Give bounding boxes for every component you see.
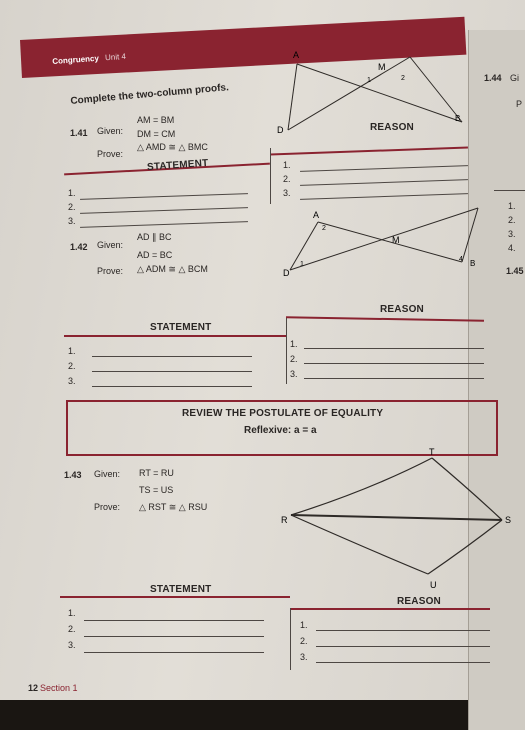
reason-num-143-1: 1. (300, 620, 308, 630)
section-name: Congruency (52, 53, 100, 66)
segment-RS (291, 515, 502, 520)
reason-num-141-3: 3. (283, 188, 291, 198)
given-143-2: TS = US (139, 485, 174, 495)
figure-143 (291, 458, 502, 574)
statement-num-142-1: 1. (68, 346, 76, 356)
segment-AC (318, 222, 462, 262)
reason-num-142-2: 2. (290, 354, 298, 364)
prove-142: △ ADM ≅ △ BCM (137, 264, 208, 274)
label-141-D: D (277, 125, 284, 135)
given-label-142: Given: (97, 240, 124, 250)
segment-BC (462, 208, 478, 262)
page-number: 12 (28, 683, 39, 693)
label-143-U: U (430, 580, 437, 590)
segment-AD (288, 64, 297, 130)
label-142-angle-2: 2 (322, 225, 326, 232)
segment-US (428, 520, 502, 574)
statement-num-143-1: 1. (68, 608, 76, 618)
reason-head-143: REASON (397, 596, 441, 607)
review-title: REVIEW THE POSTULATE OF EQUALITY (182, 408, 384, 419)
right-num-3: 3. (508, 229, 516, 239)
review-reflexive: Reflexive: a = a (244, 425, 317, 436)
prove-141: △ AMD ≅ △ BMC (137, 142, 208, 152)
problem-number-141: 1.41 (70, 128, 88, 138)
label-141-M: M (378, 62, 386, 72)
label-143-S: S (505, 515, 512, 525)
reason-head-141: REASON (370, 122, 414, 133)
statement-head-143: STATEMENT (150, 584, 212, 595)
right-num-4: 4. (508, 243, 516, 253)
prove-143: △ RST ≅ △ RSU (139, 502, 208, 512)
prove-label-143: Prove: (94, 502, 121, 512)
reason-num-142-3: 3. (290, 369, 298, 379)
instructions: Complete the two-column proofs. (70, 82, 230, 107)
label-142-D: D (283, 268, 290, 278)
label-142-B: B (470, 259, 476, 268)
given-142-1: AD ∥ BC (137, 232, 172, 242)
statement-num-141-3: 3. (68, 216, 76, 226)
statement-num-142-2: 2. (68, 361, 76, 371)
reason-num-143-2: 2. (300, 636, 308, 646)
segment-TS (432, 458, 502, 520)
problem-number-142: 1.42 (70, 242, 88, 252)
right-cut-text-1: Gi (510, 73, 519, 83)
statement-num-141-2: 2. (68, 202, 76, 212)
given-141-1: AM = BM (137, 115, 175, 125)
given-label-141: Given: (97, 126, 124, 136)
label-141-angle-2: 2 (401, 75, 405, 82)
problem-number-143: 1.43 (64, 470, 82, 480)
given-142-2: AD = BC (137, 250, 173, 260)
statement-head-142: STATEMENT (150, 322, 212, 333)
right-problem-number: 1.44 (484, 73, 502, 83)
right-num-1: 1. (508, 201, 516, 211)
given-label-143: Given: (94, 469, 121, 479)
segment-RT (291, 458, 432, 515)
statement-head-141: STATEMENT (146, 157, 209, 174)
segment-AD (290, 222, 318, 270)
statement-num-143-2: 2. (68, 624, 76, 634)
label-141-angle-1: 1 (367, 77, 371, 84)
right-cut-text-2: P (516, 99, 523, 109)
reason-num-142-1: 1. (290, 339, 298, 349)
statement-num-142-3: 3. (68, 376, 76, 386)
label-142-A: A (313, 210, 320, 220)
segment-RU (291, 515, 428, 574)
segment-BC (410, 57, 462, 122)
segment-AC (297, 64, 462, 122)
reason-num-141-1: 1. (283, 160, 291, 170)
unit-label: Unit 4 (104, 51, 127, 63)
figure-141 (288, 57, 462, 130)
label-143-T: T (429, 447, 435, 457)
section-footer: Section 1 (40, 683, 78, 693)
label-142-M: M (392, 235, 400, 245)
reason-head-142: REASON (380, 304, 424, 315)
label-142-angle-4: 4 (459, 256, 463, 263)
reason-num-141-2: 2. (283, 174, 291, 184)
given-141-2: DM = CM (137, 129, 176, 139)
statement-num-141-1: 1. (68, 188, 76, 198)
statement-num-143-3: 3. (68, 640, 76, 650)
label-141-A: A (293, 50, 300, 60)
right-next-number: 1.45 (506, 266, 524, 276)
given-143-1: RT = RU (139, 468, 174, 478)
right-num-2: 2. (508, 215, 516, 225)
prove-label-142: Prove: (97, 266, 124, 276)
label-143-R: R (281, 515, 288, 525)
segment-DB (288, 57, 410, 130)
label-142-angle-1: 1 (300, 261, 304, 268)
label-141-B: B (455, 114, 461, 123)
reason-num-143-3: 3. (300, 652, 308, 662)
prove-label-141: Prove: (97, 149, 124, 159)
